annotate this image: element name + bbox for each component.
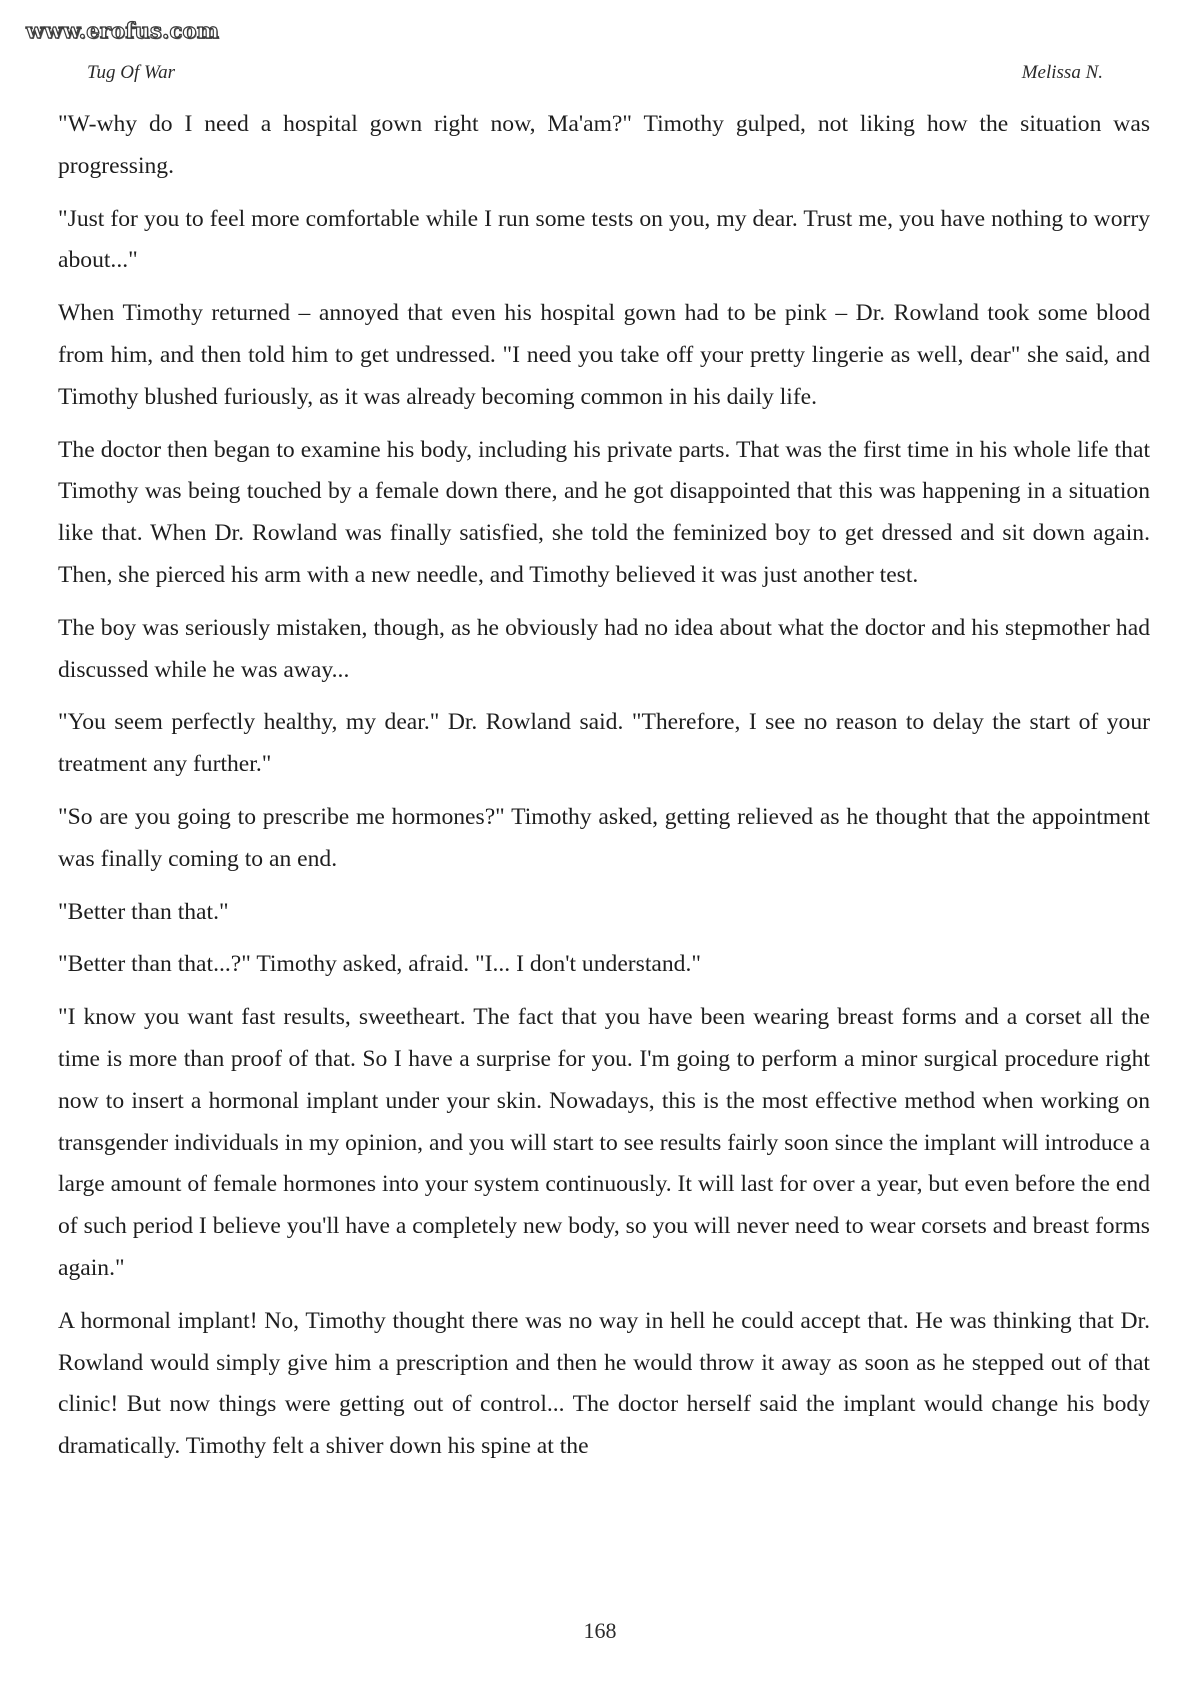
paragraph: "You seem perfectly healthy, my dear." Dr. Rowland said. "Therefore, I see no reason to delay the start of your treatment any further." <box>58 709 1150 778</box>
page-number: 168 <box>583 1618 617 1643</box>
paragraph: "Better than that...?" Timothy asked, afraid. "I... I don't understand." <box>58 951 701 978</box>
running-head-title: Tug Of War <box>87 62 175 83</box>
paragraph: A hormonal implant! No, Timothy thought there was no way in hell he could accept that. He was thinking that Dr. Rowland would simply give him a prescription and then he would throw it away as soon as he stepped out of that clinic! But now things were getting out of control... The doctor herself said the implant would change his body dramatically. Timothy felt a shiver down his spine at the <box>58 1307 1150 1460</box>
paragraph: When Timothy returned – annoyed that even his hospital gown had to be pink – Dr. Rowland took some blood from him, and then told him to get undressed. "I need you take off your pretty lingerie as well, dear" she said, and Timothy blushed furiously, as it was already becoming common in his daily life. <box>58 300 1150 410</box>
paragraph: "Just for you to feel more comfortable while I run some tests on you, my dear. Trust me, you have nothing to worry about..." <box>58 205 1150 274</box>
paragraph: "Better than that." <box>58 898 229 925</box>
paragraph: The boy was seriously mistaken, though, as he obviously had no idea about what the doctor and his stepmother had discussed while he was away... <box>58 614 1150 683</box>
paragraph: "I know you want fast results, sweetheart. The fact that you have been wearing breast forms and a corset all the time is more than proof of that. So I have a surprise for you. I'm going to perform a minor surgical procedure right now to insert a hormonal implant under your skin. Nowadays, this is the most effective method when working on transgender individuals in my opinion, and you will start to see results fairly soon since the implant will introduce a large amount of female hormones into your system continuously. It will last for over a year, but even before the end of such period I believe you'll have a completely new body, so you will never need to wear corsets and breast forms again." <box>58 1004 1150 1281</box>
paragraph: "So are you going to prescribe me hormones?" Timothy asked, getting relieved as he thought that the appointment was finally coming to an end. <box>58 803 1150 872</box>
paragraph: The doctor then began to examine his body, including his private parts. That was the first time in his whole life that Timothy was being touched by a female down there, and he got disappointed that this was happening in a situation like that. When Dr. Rowland was finally satisfied, she told the feminized boy to get dressed and sit down again. Then, she pierced his arm with a new needle, and Timothy believed it was just another test. <box>58 436 1150 588</box>
watermark: www.erofus.com <box>26 18 220 43</box>
page-body <box>58 104 1150 1479</box>
paragraph: "W-why do I need a hospital gown right now, Ma'am?" Timothy gulped, not liking how the situation was progressing. <box>58 111 1150 179</box>
running-head-author: Melissa N. <box>1021 62 1103 83</box>
